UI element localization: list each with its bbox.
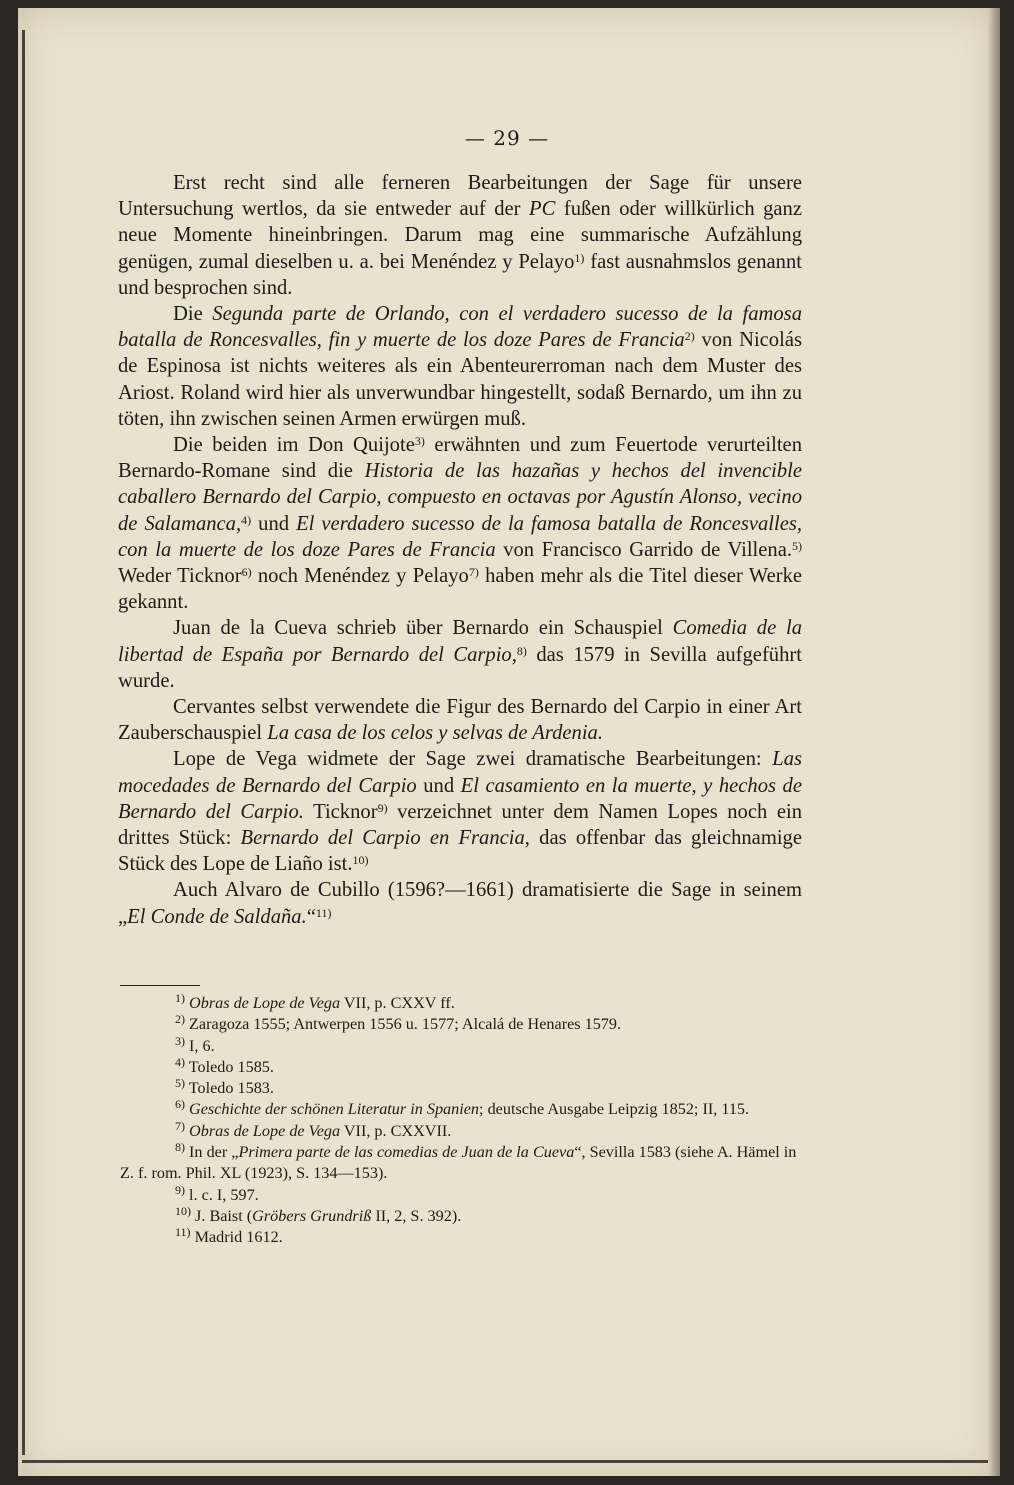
text-run: l. c. I, 597. [185,1185,259,1204]
footnote-marker: 2) [684,329,695,344]
text-run: Lope de Vega widmete der Sage zwei dramatische Bearbeitungen: [173,748,773,771]
footnote-marker: 10) [352,853,369,868]
footnote-marker: 10) [175,1203,191,1218]
left-margin-rule [22,30,25,1455]
text-run: Weder Ticknor [118,565,242,588]
footnote-marker: 1) [574,250,585,265]
text-run: von Francisco Garrido de Villena. [495,538,792,561]
italic-title: Gröbers Grundriß [252,1206,372,1225]
footnote-marker: 3) [414,434,425,449]
text-run: erwähnten und zum Feuertode verurteilten Bernardo-Romane sind die [118,434,802,483]
footnote-marker: 1) [175,991,185,1005]
footnote-marker: 3) [175,1033,185,1048]
paragraph [118,746,802,877]
italic-title: PC [529,198,556,221]
footnote [120,1033,810,1057]
text-run: von Nicolás de Espinosa ist nichts weiteres als ein Abenteurerroman nach dem Muster des Ariost. Roland wird hier als unverwundbar hingestellt, sodaß Bernardo, um ihn zu töten, ihn zwischen seinen Armen erwürgen muß. [118,329,802,430]
footnote [120,993,810,1014]
text-run: Die beiden im Don Quijote [173,434,415,457]
italic-title: Primera parte de las comedias de Juan de la Cueva [238,1143,575,1162]
text-run: I, 6. [185,1036,215,1055]
text-run: verzeichnet unter dem Namen Lopes noch ein drittes Stück: [118,800,802,850]
italic-title: La casa de los celos y selvas de Ardenia. [267,722,603,745]
footnote-marker: 9) [175,1182,185,1197]
text-run: Erst recht sind alle ferneren Bearbeitungen der Sage für unsere Untersuchung wertlos, da sie entweder auf der [118,172,802,221]
paragraph [118,301,802,432]
text-run: und [251,512,297,535]
footnote-separator [120,985,200,986]
page-number: — 29 — [464,126,550,150]
text-run: In der „ [185,1143,239,1162]
footnote-marker: 4) [175,1054,185,1069]
paragraph [118,694,802,746]
italic-title: Obras de Lope de Vega [189,1121,341,1140]
text-run: II, 2, S. 392). [371,1206,462,1225]
bottom-margin-rule [22,1460,992,1463]
footnote [120,1182,810,1206]
text-run: Ticknor [303,800,378,823]
text-run: Zaragoza 1555; Antwerpen 1556 u. 1577; Alcalá de Henares 1579. [185,1015,622,1034]
text-run: noch Menéndez y Pelayo [251,565,469,588]
footnote-marker: 7) [468,565,479,580]
footnote [120,1054,810,1078]
text-run: VII, p. CXXVII. [340,1121,452,1140]
footnote [120,1078,810,1099]
footnote [120,1203,810,1227]
text-run: fast ausnahmslos genannt und besprochen sind. [118,250,802,299]
footnote-marker: 11) [315,905,332,920]
italic-title: Las mocedades de Bernardo del Carpio [118,748,802,797]
footnote-marker: 9) [377,800,388,815]
footnote-marker: 6) [175,1097,185,1112]
footnote-marker: 2) [175,1012,185,1027]
body-text [118,170,802,930]
text-run: VII, p. CXXV ff. [340,994,455,1012]
text-run: Auch Alvaro de Cubillo (1596?—1661) dramatisierte die Sage in seinem „ [118,879,802,928]
text-run: das 1579 in Sevilla aufgeführt wurde. [118,643,802,692]
footnote-marker: 7) [175,1118,185,1133]
paragraph [118,432,802,615]
text-run: das offenbar das gleichnamige Stück des Lope de Liaño ist. [118,827,802,876]
footnote [120,1014,810,1035]
footnote-marker: 8) [175,1140,185,1155]
text-run: haben mehr als die Titel dieser Werke gekannt. [118,565,803,614]
text-run: Toledo 1585. [185,1057,274,1076]
italic-title: El casamiento en la muerte, y hechos de Bernardo del Carpio. [118,774,802,823]
text-run: “ [306,905,316,928]
footnotes [120,993,810,1249]
footnote-marker: 5) [175,1076,185,1091]
italic-title: Bernardo del Carpio en Francia, [240,827,530,850]
text-run: Juan de la Cueva schrieb über Bernardo ein Schauspiel [173,617,673,640]
footnote-marker: 11) [175,1225,191,1240]
text-run: Die [173,303,213,326]
text-run: “, Sevilla 1583 (siehe A. Hämel in Z. f. rom. Phil. XL (1923), S. 134—153). [120,1143,797,1183]
paragraph [118,877,802,929]
footnote-marker: 6) [241,565,252,580]
italic-title: El Conde de Saldaña. [127,905,307,928]
text-run: ; deutsche Ausgabe Leipzig 1852; II, 115. [479,1100,750,1119]
footnote [120,1118,810,1142]
italic-title: El verdadero sucesso de la famosa batalla de Roncesvalles, con la muerte de los doze Pares de Francia [118,512,803,561]
text-run: Madrid 1612. [190,1228,283,1247]
paragraph [118,170,802,301]
paragraph [118,615,802,694]
footnote [120,1142,810,1185]
italic-title: Segunda parte de Orlando, con el verdadero sucesso de la famosa batalla de Roncesvalles, fin y muerte de los doze Pares de Francia [118,303,802,352]
italic-title: Geschichte der schönen Literatur in Spanien [189,1100,480,1119]
text-run: fußen oder willkürlich ganz neue Momente hineinbringen. Darum mag eine summarische Aufzählung genügen, zumal dieselben u. a. bei Menéndez y Pelayo [118,198,802,273]
footnote [120,1227,810,1248]
footnote-marker: 5) [791,538,802,553]
text-run: Toledo 1583. [185,1079,274,1098]
text-run: Cervantes selbst verwendete die Figur des Bernardo del Carpio in einer Art Zauberschauspiel [118,696,802,745]
text-run: und [416,774,461,797]
italic-title: Comedia de la libertad de España por Bernardo del Carpio, [118,617,802,666]
footnote-marker: 8) [516,643,527,658]
italic-title: Historia de las hazañas y hechos del invencible caballero Bernardo del Carpio, compuesto en octavas por Agustín Alonso, vecino de Salamanca, [118,460,802,535]
footnote-marker: 4) [241,512,252,527]
page-edge-shadow [988,8,1000,1476]
text-run: J. Baist ( [191,1206,253,1225]
footnote [120,1099,810,1120]
italic-title: Obras de Lope de Vega [189,994,341,1012]
